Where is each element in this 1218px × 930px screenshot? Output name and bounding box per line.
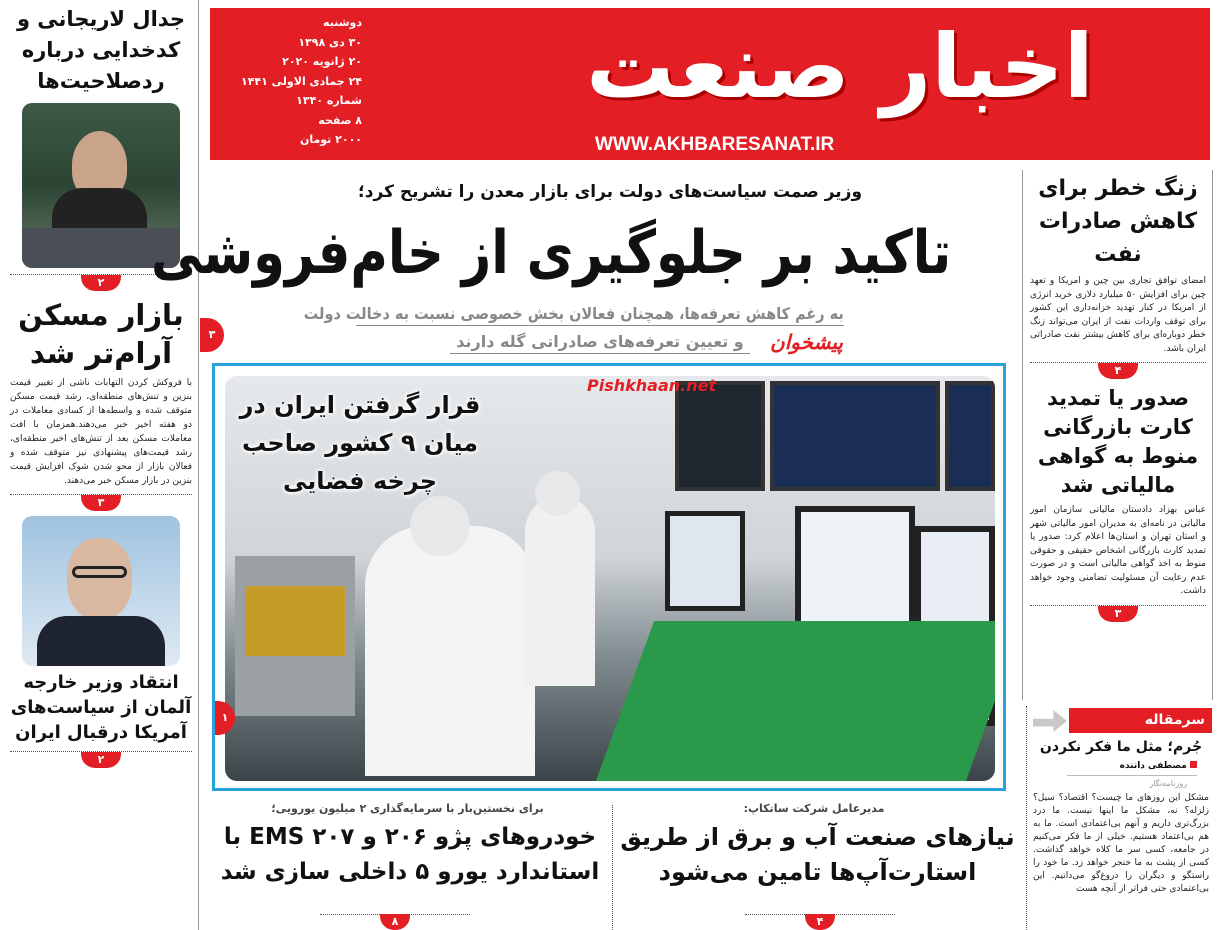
- left-story-2-body: با فروکش کردن التهابات ناشی از تغییر قیمت بنزین و تنش‌های منطقه‌ای، رشد قیمت مسکن متوقف شده و واسطه‌ها از کسادی معاملات در دو هفته اخیر خبر می‌دهند.همزمان با افت معاملات مسکن بعد از تنش‌های اخیر منطقه‌ای، رشد قیمت‌های پیشنهادی نیز متوقف شده و فعالان بازار از محو شدن شوک افزایش قیمت بنزین در بازار مسکن خبر می‌دهند.: [10, 378, 192, 486]
- price: ۲۰۰۰ تومان: [299, 133, 362, 146]
- bottom-left-kicker: برای نخستین‌بار با سرمایه‌گذاری ۲ میلیون یورویی؛: [271, 802, 544, 815]
- column-divider: [198, 0, 199, 930]
- issue-info: [222, 13, 362, 150]
- page-badge: ۲: [81, 275, 121, 291]
- right-story-1-body: امضای توافق تجاری بین چین و امریکا و تعهد چین برای افزایش ۵۰ میلیارد دلاری خرید انرژی از امریکا در کنار تهدید خزانه‌داری این کشور برای توقف واردات نفت از ایران می‌تواند زنگ خطر دوباره‌ای برای کاهش بیشتر نفت صادراتی ایران باشد.: [1030, 276, 1206, 354]
- issue-date-fa: ۳۰ دی ۱۳۹۸: [298, 35, 362, 49]
- left-headline-2[interactable]: بازار مسکن آرام‌تر شد: [18, 298, 184, 370]
- photo-caption: قرار گرفتن ایران در میان ۹ کشور صاحب چرخه فضایی: [239, 391, 481, 495]
- page-badge: ۲: [81, 752, 121, 768]
- main-headline[interactable]: تاکید بر جلوگیری از خام‌فروشی: [151, 218, 952, 288]
- page-badge: ۴: [805, 914, 835, 930]
- editorial-box: [1026, 706, 1212, 930]
- issue-day: دوشنبه: [323, 16, 362, 29]
- right-headline-1[interactable]: زنگ خطر برای کاهش صادرات نفت: [1038, 176, 1198, 267]
- author-name: مصطفی داننده: [1119, 761, 1187, 771]
- left-column: [10, 4, 192, 773]
- editorial-author: [1067, 760, 1197, 776]
- maas-photo: [22, 516, 180, 666]
- issue-date-hijri: ۲۴ جمادی الاولی ۱۴۴۱: [240, 74, 362, 88]
- right-headline-2[interactable]: صدور یا تمدید کارت بازرگانی منوط به گواهی مالیاتی شد: [1037, 386, 1199, 497]
- main-subhead-2: و تعیین تعرفه‌های صادراتی گله دارند: [450, 330, 750, 354]
- right-column: [1030, 172, 1206, 702]
- main-subhead-1: به رغم کاهش تعرفه‌ها، همچنان فعالان بخش خصوصی نسبت به دخالت دولت: [356, 302, 844, 326]
- page-count: ۸ صفحه: [318, 113, 362, 127]
- column-divider: [1212, 170, 1213, 700]
- issue-date-en: ۲۰ ژانویه ۲۰۲۰: [282, 55, 362, 68]
- page-badge: ۴: [1098, 363, 1138, 379]
- left-headline-1[interactable]: جدال لاریجانی و کدخدایی درباره ردصلاحیت‌ها: [16, 7, 186, 93]
- website-url: WWW.AKHBARESANAT.IR: [595, 134, 835, 155]
- main-kicker: وزیر صمت سیاست‌های دولت برای بازار معدن را تشریح کرد؛: [357, 182, 863, 202]
- bottom-divider: [612, 805, 613, 930]
- page-badge: ۳: [81, 495, 121, 511]
- masthead: [210, 8, 1210, 160]
- bottom-right-kicker: مدیرعامل شرکت ساتکاپ:: [743, 802, 885, 815]
- author-role: روزنامه‌نگار: [1149, 779, 1187, 788]
- watermark-fa: پیشخوان: [770, 330, 843, 354]
- editorial-body: مشکل این روزهای ما چیست؟ اقتصاد؟ سیل؟ زلزله؟ نه، مشکل ما اینها نیست. ما درد بزرگ‌تری داریم و آنهم بی‌اعتمادی است. ما به هم بی‌اعتماد هستیم. خیلی از ما فکر می‌کنیم در جامعه، کسی سر ما کلاه خواهد گذاشت. کسی از پشت به ما خنجر خواهد زد. ما خود را راستگو و دیگران را دروغ‌گو می‌دانیم. این بی‌اعتمادی حتی فراتر از آنچه هست: [1033, 793, 1209, 894]
- page-badge: ۳: [200, 318, 224, 352]
- arrow-icon: [1033, 710, 1067, 732]
- author-marker-icon: [1190, 761, 1197, 768]
- logo: اخبار صنعت: [586, 15, 1094, 118]
- issue-number: شماره ۱۳۴۰: [296, 94, 362, 107]
- right-story-2-body: عباس بهزاد دادستان مالیاتی سازمان امور مالیاتی در نامه‌ای به مدیران امور مالیاتی شهر و استان تهران و استان‌ها اعلام کرد: صدور یا تمدید کارت بازرگانی اشخاص حقیقی و حقوقی منوط به اخذ گواهی مالیاتی است و در صورت عدم رعایت آن مسئولیت تضامنی وجود خواهد داشت.: [1030, 505, 1206, 596]
- bottom-left-headline[interactable]: خودروهای پژو ۲۰۶ و ۲۰۷ EMS با استاندارد یورو ۵ داخلی سازی شد: [220, 824, 600, 885]
- editorial-headline[interactable]: جُرم؛ مثل ما فکر نکردن: [1039, 739, 1203, 755]
- space-lab-photo[interactable]: [212, 363, 1006, 791]
- left-headline-3[interactable]: انتقاد وزیر خارجه آلمان از سیاست‌های آمریکا درقبال ایران: [10, 672, 192, 743]
- page-badge: ۱: [215, 701, 235, 735]
- bottom-right-headline[interactable]: نیازهای صنعت آب و برق از طریق استارت‌آپ‌ها تامین می‌شود: [620, 823, 1015, 886]
- editorial-label: سرمقاله: [1069, 708, 1212, 733]
- watermark: Pishkhaan.net: [587, 376, 717, 395]
- page-badge: ۳: [1098, 606, 1138, 622]
- page-badge: ۸: [380, 914, 410, 930]
- column-divider: [1022, 170, 1023, 700]
